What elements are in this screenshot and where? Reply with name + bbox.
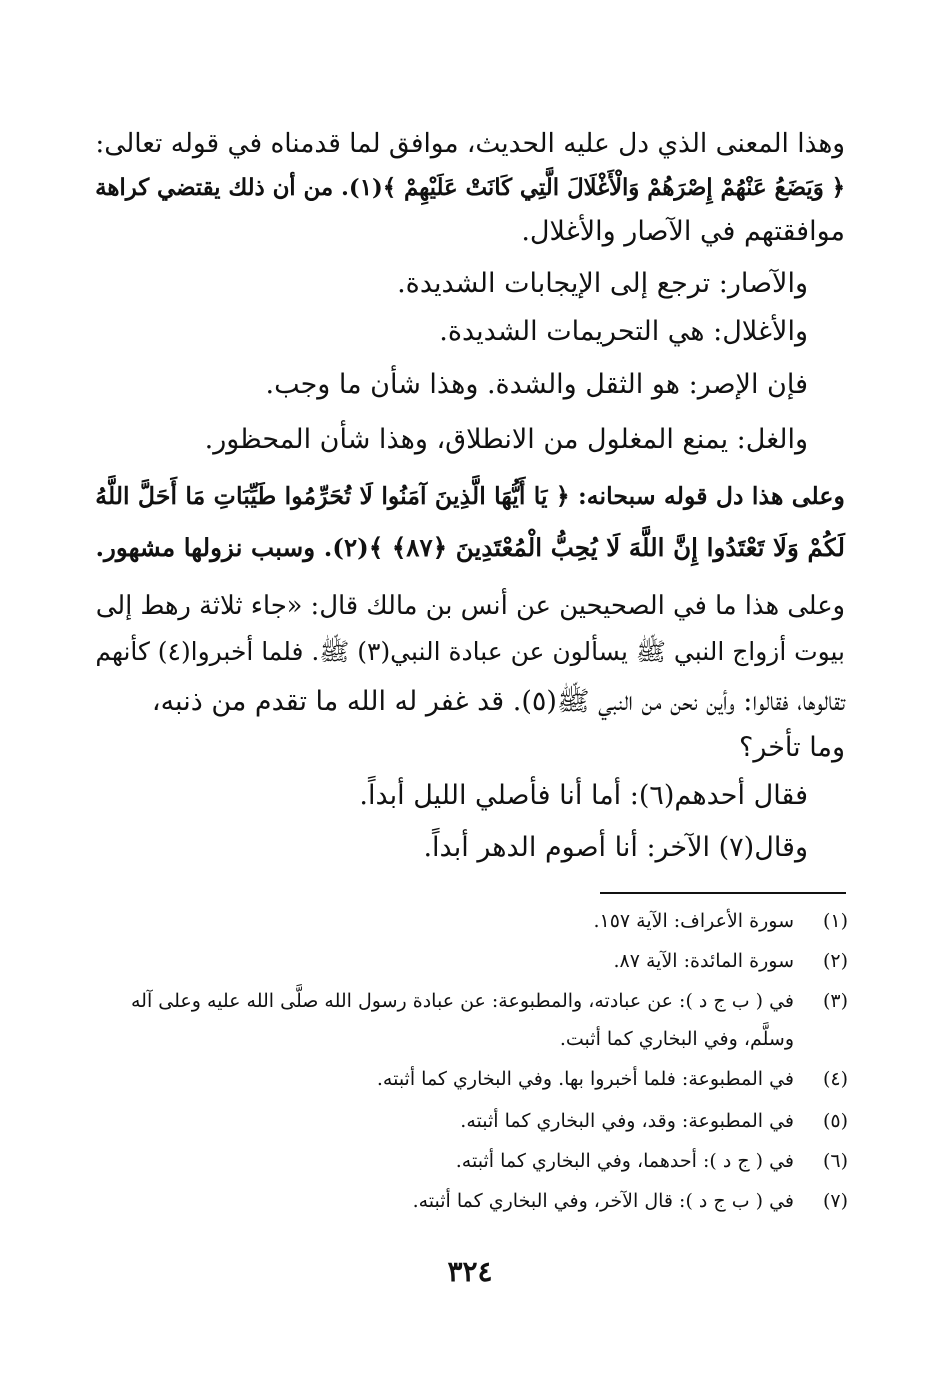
body-line-4: والآصار: ترجع إلى الإيجابات الشديدة. <box>397 268 808 299</box>
body-line-5: والأغلال: هي التحريمات الشديدة. <box>439 316 808 347</box>
body-line-12: تقالوها، فقالوا: وأين نحن من النبي ﷺ(٥). قد غفر له الله ما تقدم من ذنبه، <box>151 686 845 717</box>
body-line-8-quran-verse: وعلى هذا دل قوله سبحانه: ﴿ يَا أَيُّهَا الَّذِينَ آمَنُوا لَا تُحَرِّمُوا طَيِّبَاتِ مَا أَحَلَّ اللَّهُ <box>95 482 845 510</box>
body-line-13: وما تأخر؟ <box>739 732 845 763</box>
footnote-text-6: في ( ج د ): أحدهما، وفي البخاري كما أثبته. <box>455 1150 794 1172</box>
footnote-number-4: (٤) <box>822 1068 848 1090</box>
footnote-text-4: في المطبوعة: فلما أخبروا بها. وفي البخاري كما أثبته. <box>376 1068 794 1090</box>
footnote-number-6: (٦) <box>822 1150 848 1172</box>
footnote-number-3: (٣) <box>822 990 848 1012</box>
body-line-1: وهذا المعنى الذي دل عليه الحديث، موافق لما قدمناه في قوله تعالى: <box>95 129 845 159</box>
body-line-15: وقال(٧) الآخر: أنا أصوم الدهر أبداً. <box>423 832 808 863</box>
body-line-9-quran-verse: لَكُمْ وَلَا تَعْتَدُوا إِنَّ اللَّهَ لَا يُحِبُّ الْمُعْتَدِينَ ﴿٨٧﴾ ﴾(٢). وسبب نزولها مشهور. <box>95 533 845 562</box>
footnote-number-2: (٢) <box>822 950 848 972</box>
footnote-number-1: (١) <box>822 910 848 932</box>
body-line-10: وعلى هذا ما في الصحيحين عن أنس بن مالك قال: «جاء ثلاثة رهط إلى <box>95 591 845 621</box>
body-line-7: والغل: يمنع المغلول من الانطلاق، وهذا شأن المحظور. <box>204 424 808 455</box>
footnote-text-7: في ( ب ج د ): قال الآخر، وفي البخاري كما أثبته. <box>412 1190 794 1212</box>
body-line-6: فإن الإصر: هو الثقل والشدة. وهذا شأن ما وجب. <box>265 369 808 400</box>
body-line-11: بيوت أزواج النبي ﷺ يسألون عن عبادة النبي(٣) ﷺ. فلما أخبروا(٤) كأنهم <box>95 637 845 666</box>
footnote-text-5: في المطبوعة: وقد، وفي البخاري كما أثبته. <box>460 1110 794 1132</box>
footnote-text-3: في ( ب ج د ): عن عبادته، والمطبوعة: عن عبادة رسول الله صلَّى الله عليه وعلى آله <box>130 990 794 1012</box>
footnote-separator <box>600 892 846 894</box>
body-line-2-quran-verse: ﴿ وَيَضَعُ عَنْهُمْ إِصْرَهُمْ وَالْأَغْلَالَ الَّتِي كَانَتْ عَلَيْهِمْ ﴾(١). من أن ذلك يقتضي كراهة <box>95 175 845 201</box>
page-number: ٣٢٤ <box>447 1255 493 1288</box>
footnote-text-2: سورة المائدة: الآية ٨٧. <box>613 950 794 972</box>
footnote-number-7: (٧) <box>822 1190 848 1212</box>
footnote-number-5: (٥) <box>822 1110 848 1132</box>
footnote-text-1: سورة الأعراف: الآية ١٥٧. <box>593 910 794 932</box>
body-line-14: فقال أحدهم(٦): أما أنا فأصلي الليل أبداً. <box>359 780 808 811</box>
body-line-3: موافقتهم في الآصار والأغلال. <box>521 216 845 247</box>
footnote-text-3-continued: وسلَّم، وفي البخاري كما أثبت. <box>559 1028 794 1050</box>
